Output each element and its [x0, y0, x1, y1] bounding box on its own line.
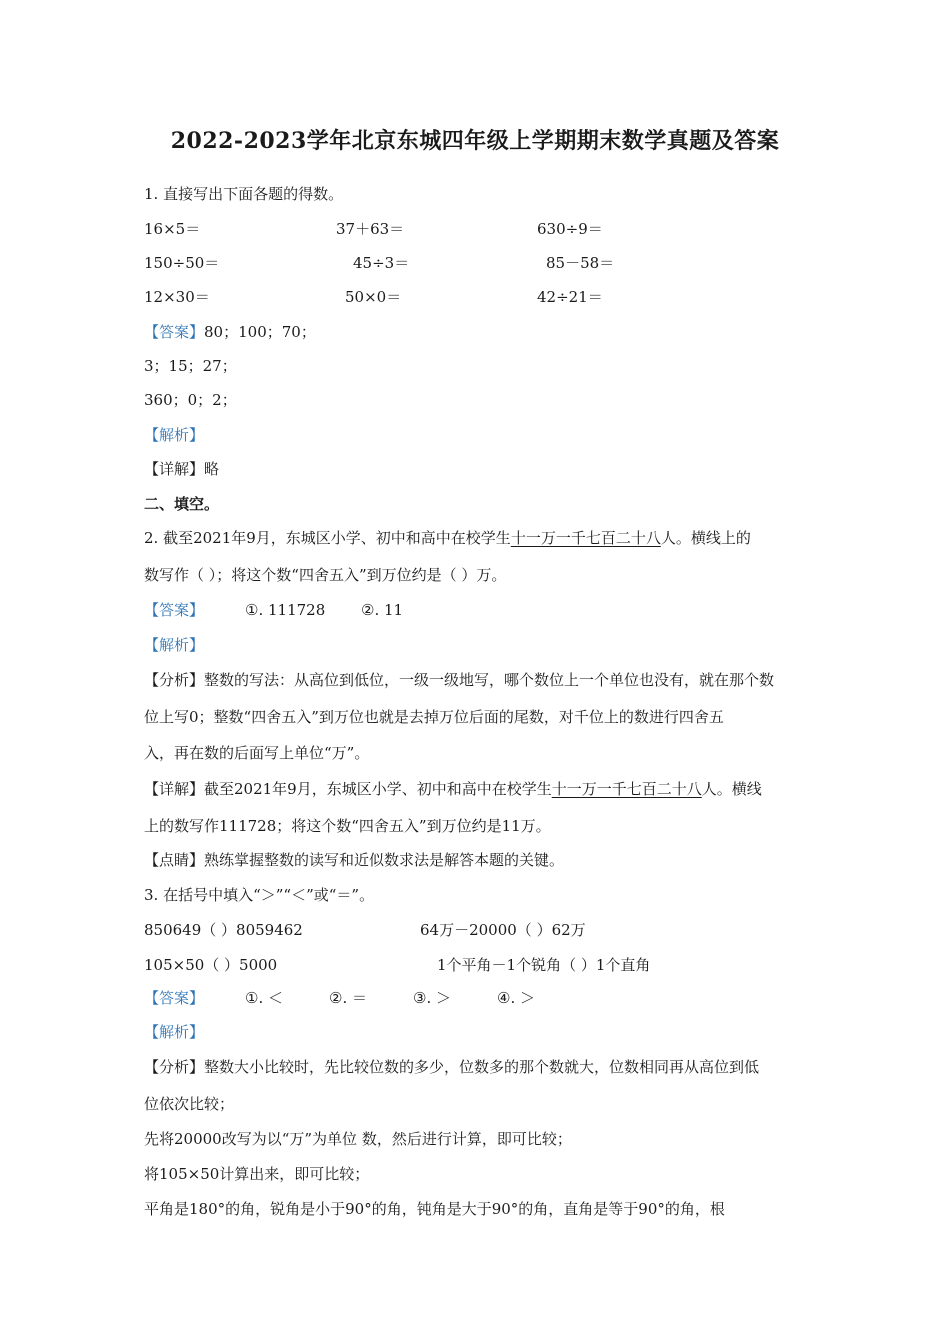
q1-answer-line: 360；0；2； — [144, 391, 237, 409]
analysis-line: 位依次比较； — [144, 1095, 235, 1113]
analysis-line: 先将20000改写为以“万”为单位 数，然后进行计算，即可比较； — [144, 1130, 572, 1148]
answer-item: ②. 11 — [361, 601, 404, 619]
q3-item: 1个平角－1个锐角（ ）1个直角 — [437, 956, 651, 974]
q2-text: 【详解】截至2021年9月，东城区小学、初中和高中在校学生 — [144, 780, 552, 798]
q1-cell: 16×5＝ — [144, 220, 201, 238]
analysis-line: 【分析】整数的写法：从高位到低位，一级一级地写，哪个数位上一个单位也没有，就在那个数 — [144, 671, 775, 689]
answer-text: 80；100；70； — [204, 323, 316, 341]
analysis-line: 【分析】整数大小比较时，先比较位数的多少，位数多的那个数就大，位数相同再从高位到低 — [144, 1058, 760, 1076]
answer-item: ①. 111728 — [245, 601, 326, 619]
q3-item: 850649（ ）8059462 — [144, 921, 303, 939]
q1-cell: 37＋63＝ — [336, 220, 405, 238]
q2-text: 2. 截至2021年9月，东城区小学、初中和高中在校学生 — [144, 529, 511, 547]
analysis-line: 平角是180°的角，锐角是小于90°的角，钝角是大于90°的角，直角是等于90°的角，根 — [144, 1200, 725, 1218]
q3-item: 64万－20000（ ）62万 — [420, 921, 586, 939]
page-title: 2022-2023学年北京东城四年级上学期期末数学真题及答案 — [170, 128, 780, 154]
q2-underlined-number: 十一万一千七百二十八 — [510, 529, 661, 547]
answer-tag: 【答案】 — [144, 601, 205, 619]
q3-prompt: 3. 在括号中填入“＞”“＜”或“＝”。 — [144, 886, 375, 904]
q1-cell: 12×30＝ — [144, 288, 210, 306]
answer-tag: 【答案】 — [144, 323, 205, 341]
analysis-line: 入，再在数的后面写上单位“万”。 — [144, 744, 370, 762]
analysis-line: 位上写0；整数“四舍五入”到万位也就是去掉万位后面的尾数，对千位上的数进行四舍五 — [144, 708, 724, 726]
q2-detail-line: 上的数写作111728；将这个数“四舍五入”到万位约是11万。 — [144, 817, 551, 835]
q2-text: 人。横线 — [701, 780, 762, 798]
section-heading: 二、填空。 — [144, 495, 220, 513]
answer-item: ①. ＜ — [245, 989, 283, 1007]
q2-detail — [144, 779, 762, 799]
q1-cell: 85－58＝ — [546, 254, 615, 272]
q1-cell: 150÷50＝ — [144, 254, 220, 272]
q2-line — [144, 528, 751, 548]
q1-answer-line: 3；15；27； — [144, 357, 237, 375]
q2-line: 数写作（ ）；将这个数“四舍五入”到万位约是（ ）万。 — [144, 566, 507, 584]
analysis-tag: 【解析】 — [144, 426, 205, 444]
analysis-tag: 【解析】 — [144, 1023, 205, 1041]
q1-prompt: 1. 直接写出下面各题的得数。 — [144, 185, 344, 203]
answer-item: ③. ＞ — [413, 989, 451, 1007]
analysis-line: 将105×50计算出来，即可比较； — [144, 1165, 370, 1183]
q3-item: 105×50（ ）5000 — [144, 956, 278, 974]
q1-cell: 45÷3＝ — [353, 254, 410, 272]
q2-point: 【点睛】熟练掌握整数的读写和近似数求法是解答本题的关键。 — [144, 851, 565, 869]
q1-cell: 50×0＝ — [345, 288, 402, 306]
q1-cell: 42÷21＝ — [537, 288, 603, 306]
answer-item: ④. ＞ — [497, 989, 535, 1007]
q1-cell: 630÷9＝ — [537, 220, 603, 238]
q2-answer — [144, 600, 204, 620]
q2-text: 人。横线上的 — [660, 529, 751, 547]
answer-tag: 【答案】 — [144, 989, 205, 1007]
analysis-tag: 【解析】 — [144, 636, 205, 654]
q1-answer — [144, 322, 316, 342]
q1-detail: 【详解】略 — [144, 460, 220, 478]
answer-item: ②. ＝ — [329, 989, 367, 1007]
q3-answer — [144, 988, 204, 1008]
q2-underlined-number: 十一万一千七百二十八 — [551, 780, 702, 798]
